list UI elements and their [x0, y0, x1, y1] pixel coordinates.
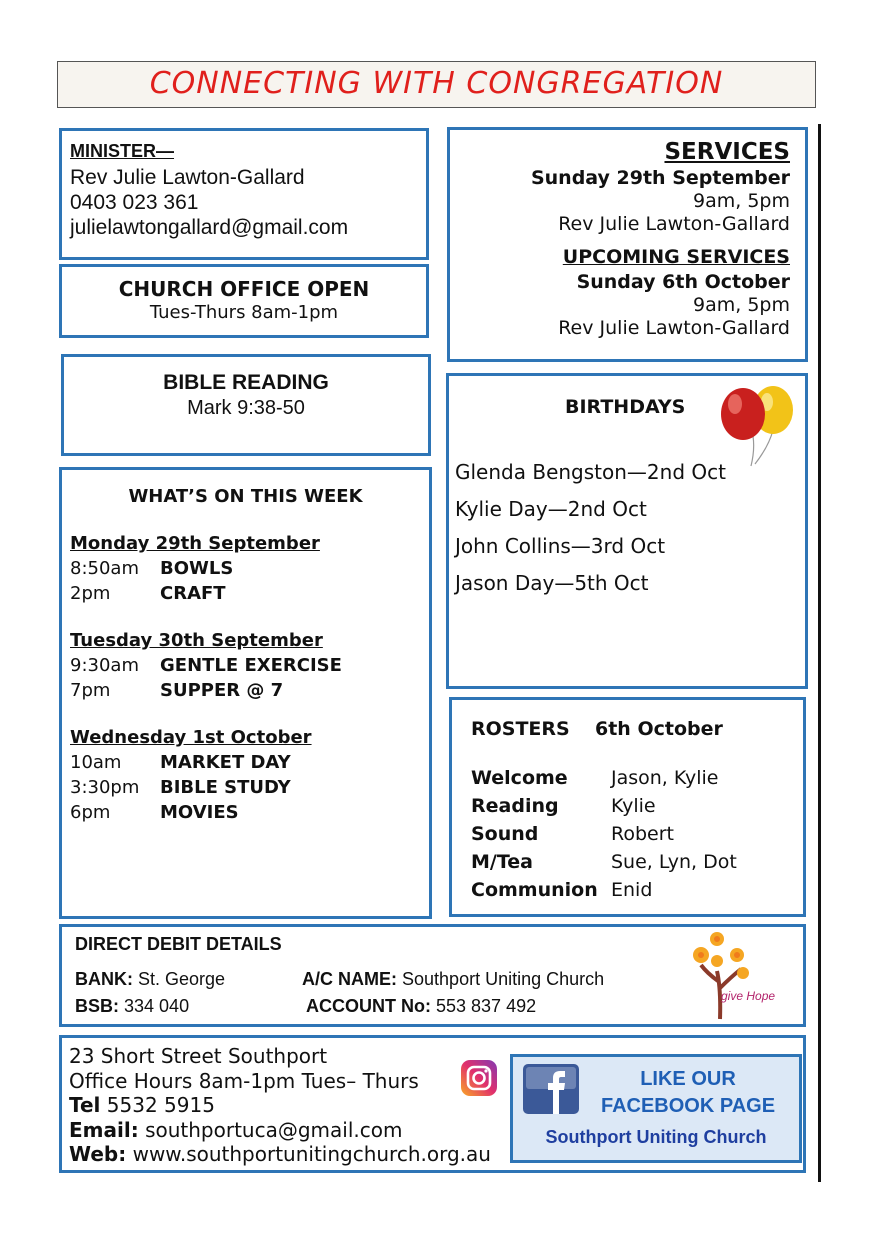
- service-times: 9am, 5pm: [693, 190, 790, 212]
- minister-box: [59, 128, 429, 260]
- event-time: 7pm: [70, 680, 111, 701]
- event-row: [70, 752, 429, 773]
- bible-heading: BIBLE READING: [163, 371, 329, 394]
- service-date: Sunday 29th September: [530, 167, 790, 189]
- acname-label: A/C NAME:: [302, 969, 397, 989]
- roster-names: Enid: [611, 879, 653, 901]
- bank-line: [75, 969, 225, 990]
- bible-passage: Mark 9:38-50: [187, 397, 305, 419]
- tel-label: Tel: [69, 1093, 101, 1117]
- event-row: [70, 558, 429, 579]
- roster-role: Reading: [471, 795, 559, 817]
- bsb-label: BSB:: [75, 996, 119, 1016]
- services-heading: SERVICES: [664, 139, 790, 165]
- whats-on-heading: WHAT’S ON THIS WEEK: [128, 486, 363, 507]
- roster-role: Sound: [471, 823, 539, 845]
- event-time: 3:30pm: [70, 777, 140, 798]
- roster-row: [471, 848, 803, 876]
- event-name: MARKET DAY: [160, 752, 291, 773]
- services-box: [447, 127, 808, 362]
- vertical-divider: [818, 124, 821, 1182]
- bank-label: BANK:: [75, 969, 133, 989]
- service-minister: Rev Julie Lawton-Gallard: [558, 213, 790, 235]
- event-time: 6pm: [70, 802, 111, 823]
- office-heading: CHURCH OFFICE OPEN: [118, 277, 370, 301]
- bsb-line: [75, 996, 189, 1017]
- day-heading: Wednesday 1st October: [70, 727, 312, 748]
- bsb-value: 334 040: [124, 996, 190, 1016]
- event-row: [70, 680, 429, 701]
- event-name: GENTLE EXERCISE: [160, 655, 342, 676]
- birthdays-heading: BIRTHDAYS: [565, 396, 686, 418]
- roster-row: [471, 820, 803, 848]
- rosters-date: 6th October: [595, 718, 723, 740]
- title-banner: [57, 61, 816, 108]
- direct-debit-box: [59, 924, 806, 1027]
- birthday-item: Jason Day—5th Oct: [455, 571, 649, 595]
- event-row: [70, 655, 429, 676]
- upcoming-date: Sunday 6th October: [576, 271, 790, 293]
- event-row: [70, 583, 429, 604]
- event-row: [70, 777, 429, 798]
- office-hours-line: Office Hours 8am-1pm Tues– Thurs: [69, 1068, 419, 1093]
- roster-role: M/Tea: [471, 851, 533, 873]
- office-box: [59, 264, 429, 338]
- rosters-heading: ROSTERS: [471, 718, 570, 740]
- facebook-line2: FACEBOOK PAGE: [600, 1095, 776, 1117]
- acname-line: [302, 969, 604, 990]
- day-block: [70, 533, 429, 604]
- bible-box: [61, 354, 431, 456]
- account-value: 553 837 492: [436, 996, 537, 1016]
- event-name: MOVIES: [160, 802, 239, 823]
- facebook-icon: [523, 1064, 579, 1114]
- birthday-item: Glenda Bengston—2nd Oct: [455, 460, 726, 484]
- roster-row: [471, 876, 803, 904]
- balloons-icon: [715, 384, 801, 470]
- event-name: SUPPER @ 7: [160, 680, 284, 701]
- day-heading: Monday 29th September: [70, 533, 320, 554]
- contact-box: [59, 1035, 806, 1173]
- web-line: [69, 1142, 491, 1167]
- account-line: [306, 996, 536, 1017]
- email-value[interactable]: southportuca@gmail.com: [145, 1117, 403, 1142]
- facebook-line1: LIKE OUR: [640, 1068, 736, 1090]
- roster-role: Communion: [471, 879, 598, 901]
- rosters-box: [449, 697, 806, 917]
- direct-debit-heading: DIRECT DEBIT DETAILS: [75, 934, 282, 954]
- event-time: 10am: [70, 752, 122, 773]
- web-label: Web:: [69, 1142, 127, 1166]
- web-value[interactable]: www.southportunitingchurch.org.au: [132, 1142, 491, 1166]
- page-title: CONNECTING WITH CONGREGATION: [149, 66, 724, 101]
- office-hours: Tues-Thurs 8am-1pm: [149, 302, 339, 323]
- roster-row: [471, 792, 803, 820]
- rosters-heading-row: [471, 718, 803, 740]
- event-name: CRAFT: [160, 583, 226, 604]
- birthdays-box: [446, 373, 808, 689]
- day-heading: Tuesday 30th September: [70, 630, 323, 651]
- facebook-cta: [583, 1066, 793, 1120]
- event-time: 8:50am: [70, 558, 139, 579]
- roster-names: Robert: [611, 823, 674, 845]
- upcoming-heading: UPCOMING SERVICES: [562, 246, 790, 268]
- give-hope-text: give Hope: [721, 989, 776, 1003]
- birthday-item: Kylie Day—2nd Oct: [455, 497, 647, 521]
- event-time: 9:30am: [70, 655, 139, 676]
- event-name: BOWLS: [160, 558, 234, 579]
- account-label: ACCOUNT No:: [306, 996, 431, 1016]
- upcoming-minister: Rev Julie Lawton-Gallard: [558, 317, 790, 339]
- day-block: [70, 727, 429, 823]
- roster-names: Jason, Kylie: [611, 767, 719, 789]
- event-name: BIBLE STUDY: [160, 777, 291, 798]
- give-hope-logo: [687, 929, 757, 1021]
- roster-role: Welcome: [471, 767, 568, 789]
- minister-email: julielawtongallard@gmail.com: [70, 216, 349, 239]
- address: 23 Short Street Southport: [69, 1044, 328, 1068]
- facebook-page-name[interactable]: Southport Uniting Church: [545, 1127, 767, 1147]
- roster-row: [471, 764, 803, 792]
- instagram-icon[interactable]: [460, 1059, 498, 1097]
- roster-names: Kylie: [611, 795, 656, 817]
- tel-value: 5532 5915: [106, 1093, 215, 1117]
- minister-phone: 0403 023 361: [70, 191, 199, 214]
- bank-value: St. George: [138, 969, 226, 989]
- day-block: [70, 630, 429, 701]
- roster-names: Sue, Lyn, Dot: [611, 851, 737, 873]
- event-row: [70, 802, 429, 823]
- facebook-box[interactable]: [510, 1054, 802, 1163]
- tel-line: [69, 1093, 491, 1118]
- email-line: [69, 1118, 491, 1143]
- event-time: 2pm: [70, 583, 111, 604]
- acname-value: Southport Uniting Church: [402, 969, 605, 989]
- minister-heading: MINISTER—: [70, 141, 175, 161]
- minister-name: Rev Julie Lawton-Gallard: [70, 166, 305, 189]
- birthday-item: John Collins—3rd Oct: [455, 534, 666, 558]
- email-label: Email:: [69, 1117, 139, 1142]
- whats-on-box: [59, 467, 432, 919]
- upcoming-times: 9am, 5pm: [693, 294, 790, 316]
